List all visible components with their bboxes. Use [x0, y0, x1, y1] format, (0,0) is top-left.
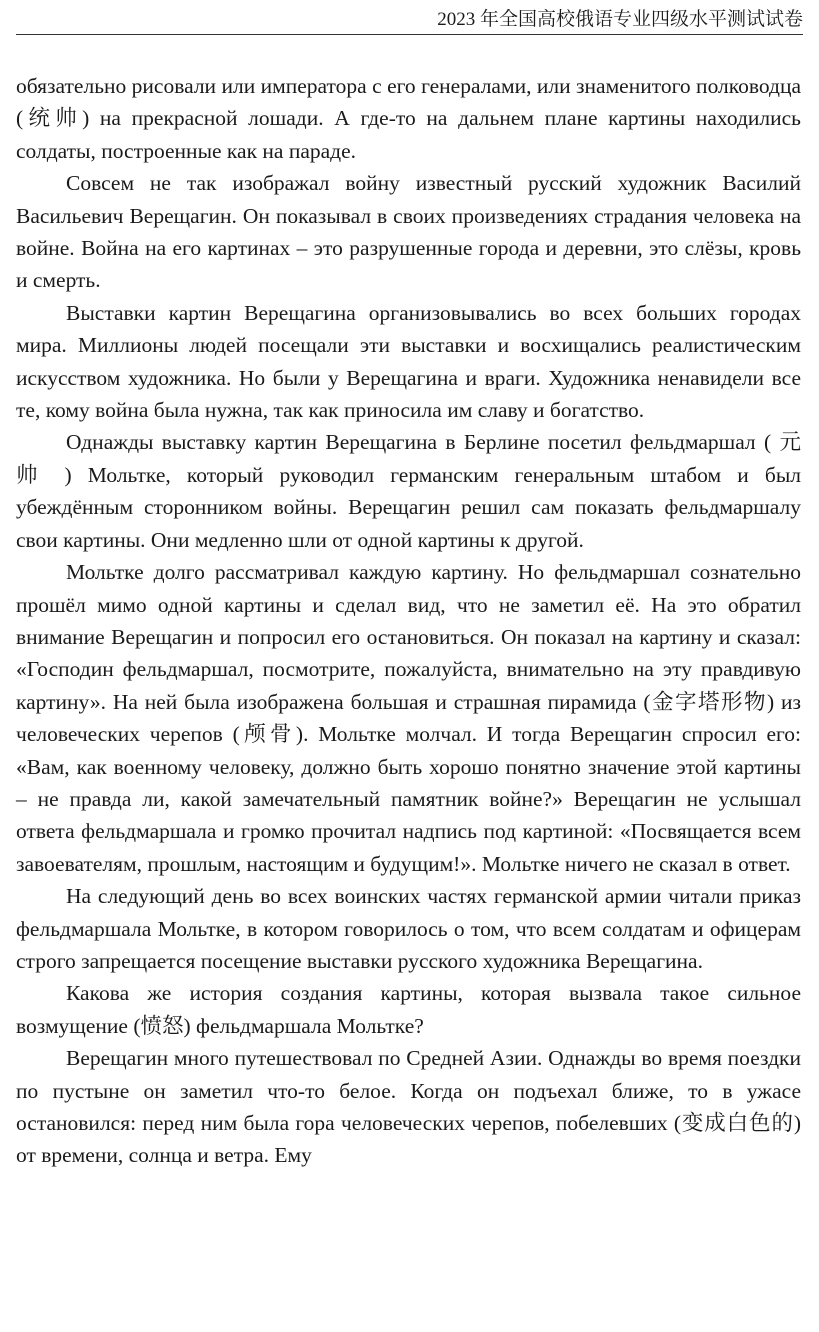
paragraph-3: Выставки картин Верещагина организовывались во всех больших городах мира. Миллионы людей посещали эти выставки и восхищались реалистическим искусством художника. Но были у Верещагина и враги. Художника ненавидели все те, кому война была нужна, так как приносила им славу и богатство.: [16, 300, 801, 423]
paragraph-4: Однажды выставку картин Верещагина в Берлине посетил фельдмаршал ( 元 帅 ) Мольтке, который руководил германским генеральным штабом и был убеждённым сторонником войны. Верещагин решил сам показать фельдмаршалу свои картины. Они медленно шли от одной картины к другой.: [16, 430, 801, 552]
paragraph-2: Совсем не так изображал войну известный русский художник Василий Васильевич Верещагин. Он показывал в своих произведениях страдания человека на войне. Война на его картинах – это разрушенные города и деревни, это слёзы, кровь и смерть.: [16, 171, 801, 293]
page-header: [16, 6, 803, 35]
paragraph-8: Верещагин много путешествовал по Средней Азии. Однажды во время поездки по пустыне он заметил что-то белое. Когда он подъехал ближе, то в ужасе остановился: перед ним была гора человеческих черепов, побелевших (变成白色的) от времени, солнца и ветра. Ему: [16, 1046, 801, 1168]
document-body: [16, 70, 801, 1172]
paragraph-6: На следующий день во всех воинских частях германской армии читали приказ фельдмаршала Мольтке, в котором говорилось о том, что всем солдатам и офицерам строго запрещается посещение выставки русского художника Верещагина.: [16, 884, 801, 973]
paragraph-7: Какова же история создания картины, которая вызвала такое сильное возмущение (愤怒) фельдмаршала Мольтке?: [16, 981, 801, 1038]
paragraph-5: Мольтке долго рассматривал каждую картину. Но фельдмаршал сознательно прошёл мимо одной картины и сделал вид, что не заметил её. На это обратил внимание Верещагин и попросил его остановиться. Он показал на картину и сказал: «Господин фельдмаршал, посмотрите, пожалуйста, внимательно на эту правдивую картину». На ней была изображена большая и страшная пирамида (金字塔形物) из человеческих черепов (颅骨). Мольтке молчал. И тогда Верещагин спросил его: «Вам, как военному человеку, должно быть хорошо понятно значение этой картины – не правда ли, какой замечательный памятник войне?» Верещагин не услышал ответа фельдмаршала и громко прочитал надпись под картиной: «Посвящается всем завоевателям, прошлым, настоящим и будущим!». Мольтке ничего не сказал в ответ.: [16, 560, 801, 876]
paragraph-1: обязательно рисовали или императора с его генералами, или знаменитого полководца (统帅) на прекрасной лошади. А где-то на дальнем плане картины находились солдаты, построенные как на параде.: [16, 74, 801, 163]
header-title: 2023 年全国高校俄语专业四级水平测试试卷: [437, 9, 803, 30]
